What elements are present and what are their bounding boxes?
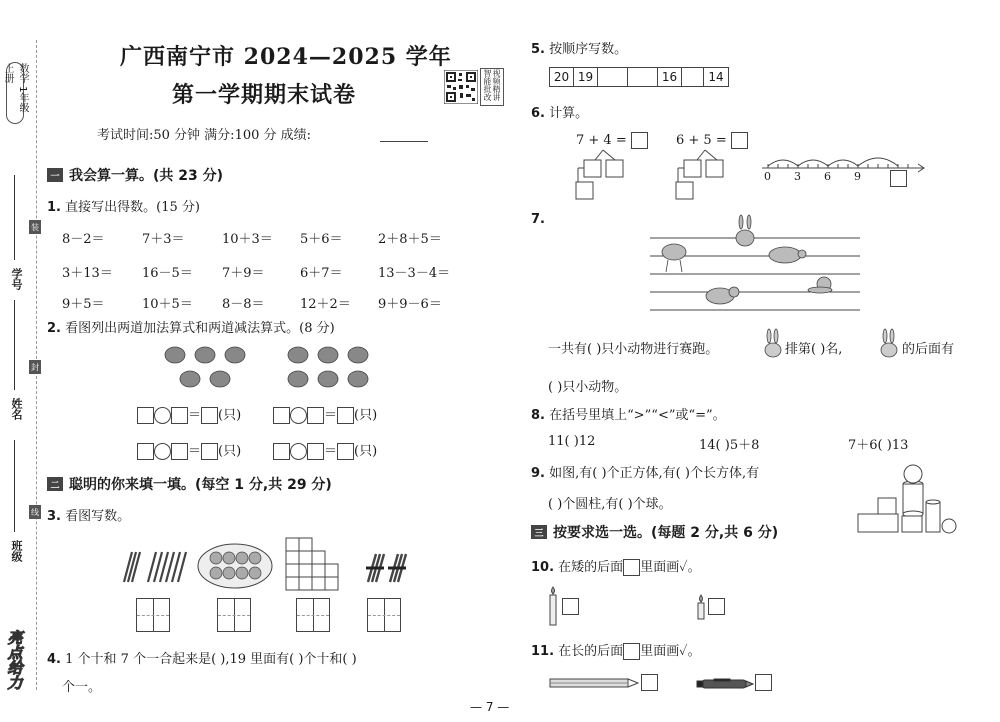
pencil-icon xyxy=(549,677,639,689)
section-3-title: 按要求选一选。(每题 2 分,共 6 分) xyxy=(553,525,779,541)
student-id-line xyxy=(14,175,15,260)
calc-item: 7＋9＝ xyxy=(222,266,265,281)
tick-label: 0 xyxy=(764,170,771,183)
calc-item: 8－2＝ xyxy=(62,232,105,247)
q11-answer-box-2[interactable] xyxy=(755,674,772,691)
seq-cell[interactable] xyxy=(682,68,704,86)
q2-equation-1: ＝ (只) xyxy=(137,404,241,424)
operator-circle[interactable] xyxy=(154,407,171,424)
race-track-illustration xyxy=(650,210,860,315)
section-1-title: 我会算一算。(共 23 分) xyxy=(69,168,224,184)
calc-item: 9＋5＝ xyxy=(62,297,105,312)
q11-text-b: 里面画✓。 xyxy=(640,644,701,659)
q11-number: 11. xyxy=(531,644,555,659)
q8-item: 11( )12 xyxy=(548,434,596,449)
q3-answer-box-3[interactable] xyxy=(296,598,330,632)
sticks-bundle-icon xyxy=(118,548,188,586)
q4-line1: 1 个十和 7 个一合起来是( ),19 里面有( )个十和( ) xyxy=(65,652,357,667)
q7-line1b: 排第( )名, xyxy=(785,342,843,357)
answer-box[interactable] xyxy=(337,443,354,460)
tick-label: 6 xyxy=(824,170,831,183)
answer-box[interactable] xyxy=(273,443,290,460)
calc-item: 12＋2＝ xyxy=(300,297,351,312)
q8-item: 14( )5＋8 xyxy=(699,438,760,453)
class-line xyxy=(14,440,15,532)
q4-line2: 个一。 xyxy=(62,680,102,695)
student-id-label: 学号 xyxy=(10,268,23,290)
answer-box[interactable] xyxy=(171,407,188,424)
q3-text: 看图写数。 xyxy=(65,509,131,524)
short-candle-icon xyxy=(694,594,708,620)
q11-answer-box-1[interactable] xyxy=(641,674,658,691)
q10-text-a: 在矮的后面 xyxy=(558,560,624,575)
seal-mark-1: 装 xyxy=(29,220,41,234)
question-5 xyxy=(531,38,627,57)
answer-box[interactable] xyxy=(337,407,354,424)
unit-label: (只) xyxy=(354,444,378,459)
answer-box[interactable] xyxy=(201,407,218,424)
calc-item: 3＋13＝ xyxy=(62,266,113,281)
q11-text-a: 在长的后面 xyxy=(558,644,624,659)
q7-line2: ( )只小动物。 xyxy=(548,380,628,395)
section-number-icon: 二 xyxy=(47,477,63,491)
name-label: 姓名 xyxy=(10,398,23,420)
q2-birds-group-left xyxy=(160,343,260,393)
two-bundles-icon xyxy=(362,550,412,586)
rabbit-icon xyxy=(878,328,900,358)
birds-icon xyxy=(283,343,383,393)
question-3 xyxy=(47,505,130,524)
q9-line2: ( )个圆柱,有( )个球。 xyxy=(548,497,672,512)
q10-number: 10. xyxy=(531,560,555,575)
operator-circle[interactable] xyxy=(154,443,171,460)
section-2-title: 聪明的你来填一填。(每空 1 分,共 29 分) xyxy=(69,477,332,493)
tall-candle-icon xyxy=(546,586,560,626)
seal-mark-3: 线 xyxy=(29,505,41,519)
q4-number: 4. xyxy=(47,652,61,667)
tick-label: 9 xyxy=(854,170,861,183)
q6-number: 6. xyxy=(531,106,545,121)
q5-sequence xyxy=(549,67,729,87)
q6-equation-1 xyxy=(576,132,648,149)
q2-text: 看图列出两道加法算式和两道减法算式。(8 分) xyxy=(65,321,335,336)
q9-line1: 如图,有( )个正方体,有( )个长方体,有 xyxy=(549,466,760,481)
q10-text-b: 里面画✓。 xyxy=(640,560,701,575)
q2-equation-4: ＝ (只) xyxy=(273,440,377,460)
q8-text: 在括号里填上“>”“<”或“=”。 xyxy=(549,408,726,423)
unit-label: (只) xyxy=(218,444,242,459)
page-number: — 7 — xyxy=(470,700,510,714)
seq-cell: 20 xyxy=(550,68,574,86)
q6-split-diagrams xyxy=(570,148,770,204)
q1-number: 1. xyxy=(47,200,61,215)
calc-item: 2＋8＋5＝ xyxy=(378,232,442,247)
section-1-heading xyxy=(47,165,223,185)
seq-cell: 16 xyxy=(658,68,682,86)
question-7 xyxy=(531,212,545,227)
q5-number: 5. xyxy=(531,42,545,57)
tick-label: 3 xyxy=(794,170,801,183)
operator-circle[interactable] xyxy=(290,443,307,460)
rabbit-icon xyxy=(762,328,784,358)
q11-legend-box xyxy=(623,643,640,660)
q6-eq1-text: 7 + 4 = xyxy=(576,133,627,148)
question-9 xyxy=(531,462,759,481)
q3-answer-box-4[interactable] xyxy=(367,598,401,632)
answer-box[interactable] xyxy=(307,407,324,424)
question-1 xyxy=(47,196,200,215)
number-line-answer-box[interactable] xyxy=(890,170,907,187)
name-line xyxy=(14,300,15,390)
answer-box[interactable] xyxy=(273,407,290,424)
seal-mark-2: 封 xyxy=(29,360,41,374)
question-11 xyxy=(531,640,701,660)
q9-number: 9. xyxy=(531,466,545,481)
question-4 xyxy=(47,648,357,667)
question-10 xyxy=(531,556,701,576)
calc-item: 5＋6＝ xyxy=(300,232,343,247)
qr-code-icon[interactable] xyxy=(444,70,478,104)
calc-row xyxy=(62,228,482,262)
q3-answer-box-2[interactable] xyxy=(217,598,251,632)
exam-info: 考试时间:50 分钟 满分:100 分 成绩: xyxy=(97,128,312,143)
q10-legend-box xyxy=(623,559,640,576)
calc-item: 10＋5＝ xyxy=(142,297,193,312)
calc-item: 16－5＝ xyxy=(142,266,193,281)
q2-equation-2: ＝ (只) xyxy=(273,404,377,424)
seq-cell: 19 xyxy=(574,68,598,86)
class-label: 班级 xyxy=(10,540,23,562)
q3-answer-box-1[interactable] xyxy=(136,598,170,632)
q7-number: 7. xyxy=(531,212,545,227)
operator-circle[interactable] xyxy=(290,407,307,424)
unit-label: (只) xyxy=(354,408,378,423)
q2-number: 2. xyxy=(47,321,61,336)
cubes-stack-icon xyxy=(284,536,340,592)
section-number-icon: 三 xyxy=(531,525,547,539)
answer-box[interactable] xyxy=(731,132,748,149)
q7-line1 xyxy=(548,338,718,357)
exam-title-line2: 第一学期期末试卷 xyxy=(172,82,357,108)
q1-calc-grid xyxy=(62,228,482,323)
question-6 xyxy=(531,102,588,121)
solid-shapes-illustration xyxy=(856,462,960,536)
answer-box[interactable] xyxy=(201,443,218,460)
q6-eq2-text: 6 + 5 = xyxy=(676,133,727,148)
q10-answer-box-2[interactable] xyxy=(708,598,725,615)
q3-number: 3. xyxy=(47,509,61,524)
question-8 xyxy=(531,404,726,423)
answer-box[interactable] xyxy=(631,132,648,149)
question-2 xyxy=(47,317,335,336)
q8-item: 7＋6( )13 xyxy=(848,438,909,453)
calc-item: 9＋9－6＝ xyxy=(378,297,442,312)
seq-cell: 14 xyxy=(708,70,724,84)
exam-title-line1: 广西南宁市 2024—2025 学年 xyxy=(120,44,452,70)
answer-box[interactable] xyxy=(137,443,154,460)
q2-birds-group-right xyxy=(283,343,383,393)
answer-box[interactable] xyxy=(307,443,324,460)
q7-line1a: 一共有( )只小动物进行赛跑。 xyxy=(548,342,719,357)
brand-logo: 亮点给力 xyxy=(5,630,24,690)
answer-box[interactable] xyxy=(171,443,188,460)
q6-text: 计算。 xyxy=(549,106,589,121)
birds-icon xyxy=(160,343,260,393)
q5-text: 按顺序写数。 xyxy=(549,42,628,57)
calc-row xyxy=(62,262,482,293)
q8-number: 8. xyxy=(531,408,545,423)
peaches-plate-icon xyxy=(196,542,274,590)
grade-tab: 数学 1年级 上册 xyxy=(6,62,24,124)
calc-item: 13－3－4＝ xyxy=(378,266,451,281)
seq-cell[interactable] xyxy=(598,68,628,86)
calc-item: 8－8＝ xyxy=(222,297,265,312)
calc-item: 7＋3＝ xyxy=(142,232,185,247)
answer-box[interactable] xyxy=(137,407,154,424)
calc-item: 6＋7＝ xyxy=(300,266,343,281)
q10-answer-box-1[interactable] xyxy=(562,598,579,615)
unit-label: (只) xyxy=(218,408,242,423)
q2-equation-3: ＝ (只) xyxy=(137,440,241,460)
seq-cell[interactable] xyxy=(628,68,658,86)
pen-icon xyxy=(696,677,754,691)
q1-text: 直接写出得数。(15 分) xyxy=(65,200,200,215)
section-3-heading xyxy=(531,522,778,542)
score-line xyxy=(380,141,428,142)
qr-label: 视频精讲 智能批改 xyxy=(480,68,504,106)
calc-item: 10＋3＝ xyxy=(222,232,273,247)
q7-line1c: 的后面有 xyxy=(902,342,955,357)
section-2-heading xyxy=(47,474,332,494)
q6-equation-2 xyxy=(676,132,748,149)
section-number-icon: 一 xyxy=(47,168,63,182)
